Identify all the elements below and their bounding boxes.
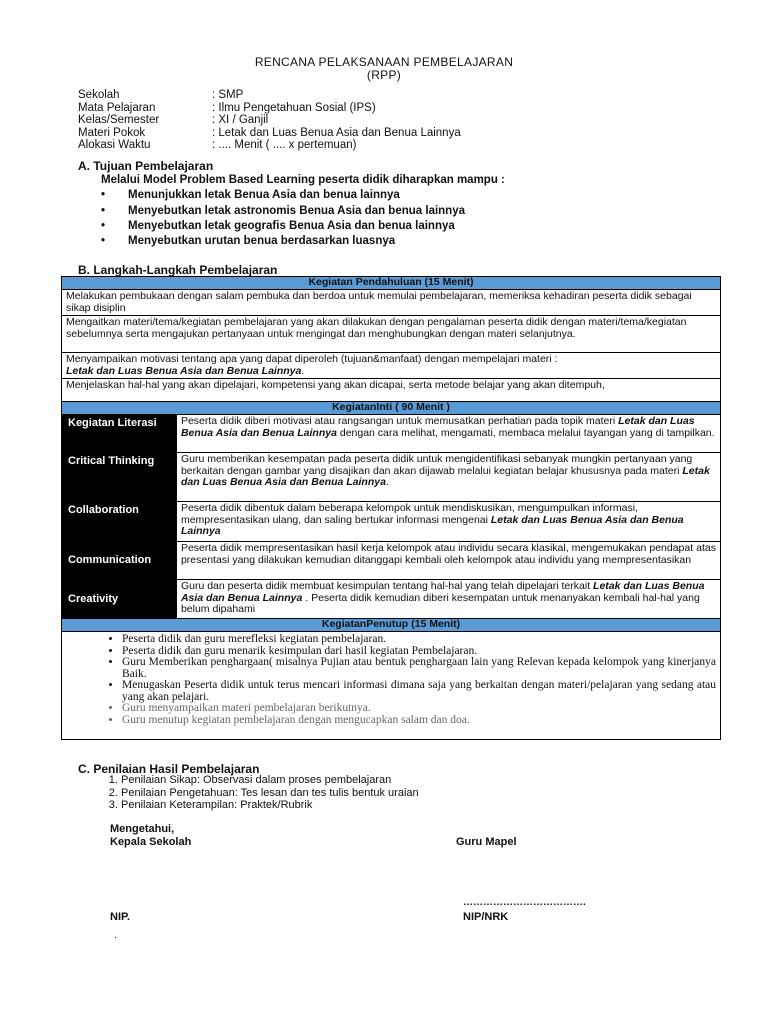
objective-text: Menyebutkan urutan benua berdasarkan luasnya xyxy=(128,235,396,247)
assessment-item: 3. Penilaian Keterampilan: Praktek/Rubrik xyxy=(121,799,419,812)
critical-thinking-content xyxy=(176,453,720,502)
bullet-icon: • xyxy=(101,205,106,217)
section-a-heading: A. Tujuan Pembelajaran xyxy=(78,159,214,173)
topic-emphasis: Letak dan Luas Benua Asia dan Benua Lainnya xyxy=(66,364,302,377)
pendahuluan-row: Melakukan pembukaan dengan salam pembuka dan berdoa untuk memulai pembelajaran, memeriksa kehadiran peserta didik sebagai sikap disiplin xyxy=(62,290,721,316)
creativity-text: Guru dan peserta didik membuat kesimpulan tentang hal-hal yang telah dipelajari terkait xyxy=(180,580,594,592)
pendahuluan-row: Menjelaskan hal-hal yang akan dipelajari, kompetensi yang akan dicapai, serta metode belajar yang akan ditempuh, xyxy=(62,379,721,402)
document-title: RENCANA PELAKSANAAN PEMBELAJARAN xyxy=(254,55,514,69)
penutup-item: • Peserta didik dan guru menarik kesimpulan dari hasil kegiatan Pembelajaran. xyxy=(122,646,716,658)
assessment-item: 2. Penilaian Pengetahuan: Tes lesan dan tes tulis bentuk uraian xyxy=(121,787,419,800)
identity-label-class: Kelas/Semester xyxy=(78,114,160,126)
literasi-label: Kegiatan Literasi xyxy=(62,415,177,453)
objective-text: Menyebutkan letak astronomis Benua Asia dan benua lainnya xyxy=(128,205,465,217)
section-c-heading: C. Penilaian Hasil Pembelajaran xyxy=(78,762,260,776)
communication-label: Communication xyxy=(62,542,177,580)
collaboration-content xyxy=(176,502,720,542)
penutup-item: • Guru menyampaikan materi pembelajaran berikutnya. xyxy=(122,703,716,715)
identity-label-time: Alokasi Waktu xyxy=(78,139,151,151)
stray-dot: . xyxy=(114,930,117,941)
punctuation: . xyxy=(301,364,305,377)
objective-item xyxy=(101,205,105,217)
guru-mapel-label: Guru Mapel xyxy=(456,836,517,848)
learning-steps-table xyxy=(61,276,721,740)
identity-value-time: : .... Menit ( .... x pertemuan) xyxy=(212,139,357,151)
objective-item xyxy=(101,189,105,201)
signature-line: ………………………………. xyxy=(463,897,586,908)
pendahuluan-row: Mengaitkan materi/tema/kegiatan pembelajaran yang akan dilakukan dengan pengalaman peserta didik dengan materi/tema/kegiatan sebelumnya serta mengajukan pertanyaan untuk mengingat dan menghubungkan dengan materi selanjutnya. xyxy=(62,316,721,353)
creativity-text-end: . Peserta didik kemudian diberi kesempatan untuk menanyakan kembali hal-hal yang belum dipahami xyxy=(180,591,700,615)
penutup-item: • Guru Memberikan penghargaan( misalnya Pujian atau bentuk penghargaan lain yang Relevan kepada kelompok yang kinerjanya Baik. xyxy=(122,657,716,680)
critical-text-end: . xyxy=(385,476,389,488)
collaboration-text: Peserta didik dibentuk dalam beberapa kelompok untuk mendiskusikan, mengumpulkan informasi, mempresentasikan ulang, dan saling bertukar informasi mengenai xyxy=(180,502,638,526)
bullet-icon: • xyxy=(101,189,106,201)
communication-content: Peserta didik mempresentasikan hasil kerja kelompok atau individu secara klasikal, mengemukakan pendapat atas presentasi yang dilakukan kemudian ditanggapi kembali oleh kelompok atau individu yang mempresentasikan xyxy=(176,542,720,580)
penutup-content xyxy=(62,632,721,740)
nip-label: NIP. xyxy=(110,911,130,923)
identity-value-subject: : Ilmu Pengetahuan Sosial (IPS) xyxy=(212,101,376,114)
critical-thinking-label: Critical Thinking xyxy=(62,453,177,502)
critical-text: Guru memberikan kesempatan pada peserta didik untuk mengidentifikasi sebanyak mungkin pertanyaan yang berkaitan dengan gambar yang disajikan dan akan dijawab melalui kegiatan belajar khususnya pada materi xyxy=(180,453,693,477)
assessment-list xyxy=(100,774,419,812)
literasi-text: Peserta didik diberi motivasi atau rangsangan untuk memusatkan perhatian pada topik materi xyxy=(180,415,616,427)
identity-label-subject: Mata Pelajaran xyxy=(78,101,156,114)
collaboration-label: Collaboration xyxy=(62,502,177,542)
identity-label-topic: Materi Pokok xyxy=(78,126,146,139)
penutup-list xyxy=(66,634,716,726)
identity-value-topic: : Letak dan Luas Benua Asia dan Benua Lainnya xyxy=(212,126,461,139)
motivation-text: Menyampaikan motivasi tentang apa yang dapat diperoleh (tujuan&manfaat) dengan mempelajari materi : xyxy=(66,353,558,365)
identity-value-class: : XI / Ganjil xyxy=(212,114,269,126)
penutup-item: • Peserta didik dan guru merefleksi kegiatan pembelajaran. xyxy=(122,634,716,646)
creativity-content xyxy=(176,580,720,619)
literasi-content xyxy=(176,415,720,453)
objective-text: Menunjukkan letak Benua Asia dan benua lainnya xyxy=(128,189,400,201)
kepala-sekolah-label: Kepala Sekolah xyxy=(110,836,192,848)
penutup-item: • Guru menutup kegiatan pembelajaran dengan mengucapkan salam dan doa. xyxy=(122,715,716,727)
literasi-text-end: dengan cara melihat, mengamati, membaca melalui tayangan yang di tampilkan. xyxy=(336,426,715,439)
assessment-item: 1. Penilaian Sikap: Observasi dalam proses pembelajaran xyxy=(121,774,419,787)
penutup-header: KegiatanPenutup (15 Menit) xyxy=(62,619,721,632)
topic-emphasis: Letak dan Luas Benua Asia dan Benua Lainnya xyxy=(180,513,684,537)
document-subtitle: (RPP) xyxy=(366,68,402,82)
objective-item xyxy=(101,220,105,232)
objective-item xyxy=(101,235,105,247)
mengetahui-label: Mengetahui, xyxy=(110,823,175,835)
inti-header: KegiatanInti ( 90 Menit ) xyxy=(62,402,721,415)
topic-emphasis: Letak dan Luas Benua Asia dan Benua Lainnya xyxy=(180,464,710,488)
section-a-intro: Melalui Model Problem Based Learning peserta didik diharapkan mampu : xyxy=(101,174,505,186)
identity-label-school: Sekolah xyxy=(78,89,120,101)
topic-emphasis: Letak dan Luas Benua Asia dan Benua Lainnya xyxy=(180,580,705,604)
creativity-label: Creativity xyxy=(62,580,177,619)
bullet-icon: • xyxy=(101,220,106,232)
pendahuluan-header: Kegiatan Pendahuluan (15 Menit) xyxy=(62,277,721,290)
objective-text: Menyebutkan letak geografis Benua Asia dan benua lainnya xyxy=(128,220,455,232)
bullet-icon: • xyxy=(101,235,106,247)
topic-emphasis: Letak dan Luas Benua Asia dan Benua Lainnya xyxy=(180,415,695,439)
penutup-item: • Menugaskan Peserta didik untuk terus mencari informasi dimana saja yang berkaitan dengan materi/pelajaran yang sedang atau yang akan pelajari. xyxy=(122,680,716,703)
section-b-heading: B. Langkah-Langkah Pembelajaran xyxy=(78,263,278,277)
pendahuluan-row xyxy=(62,353,721,379)
identity-value-school: : SMP xyxy=(212,89,244,101)
nip-nrk-label: NIP/NRK xyxy=(463,911,509,923)
